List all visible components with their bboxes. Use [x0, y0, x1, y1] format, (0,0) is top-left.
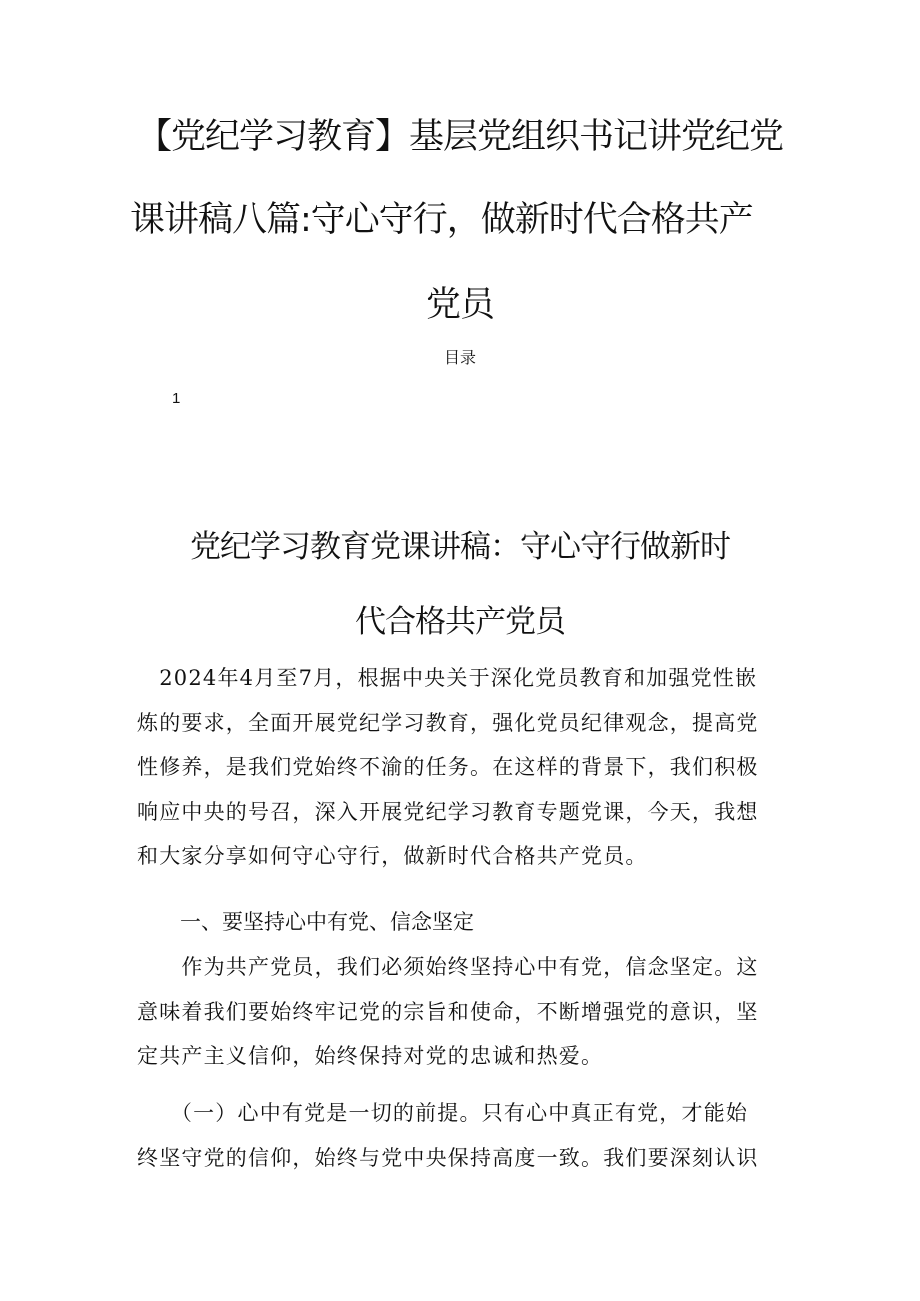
paragraph-line: 终坚守党的信仰，始终与党中央保持高度一致。我们要深刻认识	[137, 1145, 759, 1170]
paragraph-2	[137, 945, 797, 1079]
document-title-line-1: 【党纪学习教育】基层党组织书记讲党纪党	[136, 117, 783, 157]
paragraph-line: 定共产主义信仰，始终保持对党的忠诚和热爱。	[137, 1044, 604, 1068]
subheading-1: 一、要坚持心中有党、信念坚定	[180, 910, 474, 934]
paragraph-line: 作为共产党员，我们必须始终坚持心中有党，信念坚定。这	[137, 955, 759, 979]
paragraph-line: 和大家分享如何守心守行，做新时代合格共产党员。	[137, 844, 648, 868]
paragraph-intro	[137, 656, 797, 879]
paragraph-line: 炼的要求，全面开展党纪学习教育，强化党员纪律观念，提高党	[137, 710, 759, 735]
paragraph-line: 性修养，是我们党始终不渝的任务。在这样的背景下，我们积极	[137, 755, 759, 779]
paragraph-line: （一）心中有党是一切的前提。只有心中真正有党，才能始	[137, 1101, 749, 1125]
section-title-line-1: 党纪学习教育党课讲稿：守心守行做新时	[190, 529, 730, 565]
toc-label: 目录	[443, 348, 476, 367]
document-title-line-2: 课讲稿八篇:守心守行，做新时代合格共产	[130, 200, 753, 240]
paragraph-line: 2024年4月至7月，根据中央关于深化党员教育和加强党性嵌	[137, 666, 758, 690]
paragraph-line: 意味着我们要始终牢记党的宗旨和使命，不断增强党的意识，坚	[137, 999, 759, 1024]
paragraph-3	[137, 1091, 797, 1180]
document-title-line-3: 党员	[425, 285, 494, 325]
paragraph-line: 响应中央的号召，深入开展党纪学习教育专题党课，今天，我想	[137, 799, 759, 824]
section-title-line-2: 代合格共产党员	[355, 604, 565, 640]
toc-entry[interactable]: 1	[172, 390, 181, 407]
